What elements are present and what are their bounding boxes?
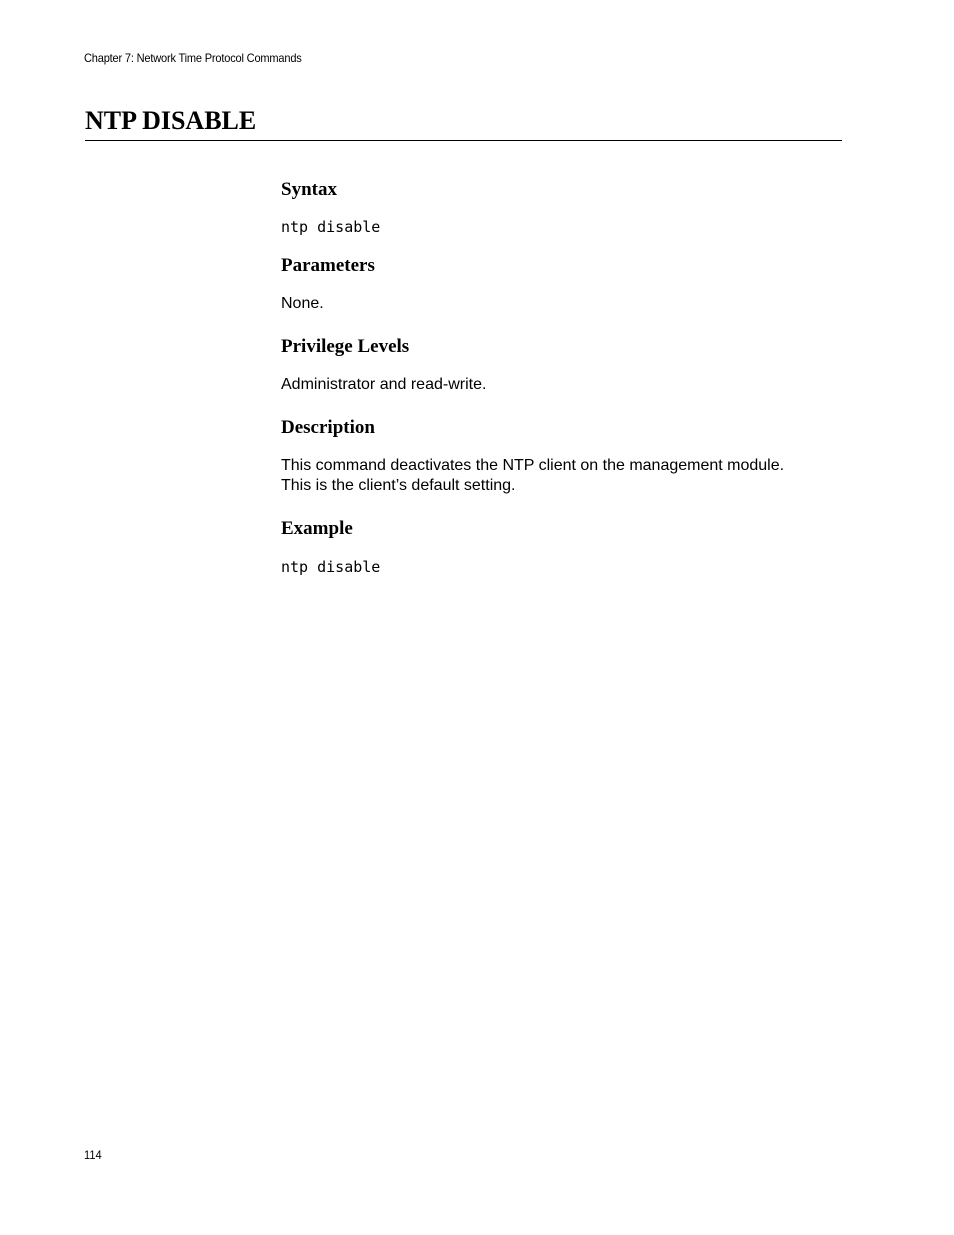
running-header: Chapter 7: Network Time Protocol Commands (84, 51, 302, 65)
syntax-code: ntp disable (281, 218, 381, 236)
parameters-text: None. (281, 295, 324, 312)
description-line: This is the client’s default setting. (281, 477, 516, 494)
syntax-heading: Syntax (281, 179, 337, 200)
privilege-levels-heading: Privilege Levels (281, 336, 410, 357)
parameters-heading: Parameters (281, 255, 375, 276)
description-heading: Description (281, 417, 375, 438)
example-heading: Example (281, 518, 353, 539)
page-number: 114 (84, 1148, 102, 1162)
title-divider (85, 140, 842, 141)
description-line: This command deactivates the NTP client on the management module. (281, 457, 785, 474)
page-title: NTP DISABLE (85, 106, 257, 135)
description-text (281, 456, 841, 496)
privilege-levels-text: Administrator and read-write. (281, 376, 487, 393)
example-code: ntp disable (281, 558, 381, 576)
